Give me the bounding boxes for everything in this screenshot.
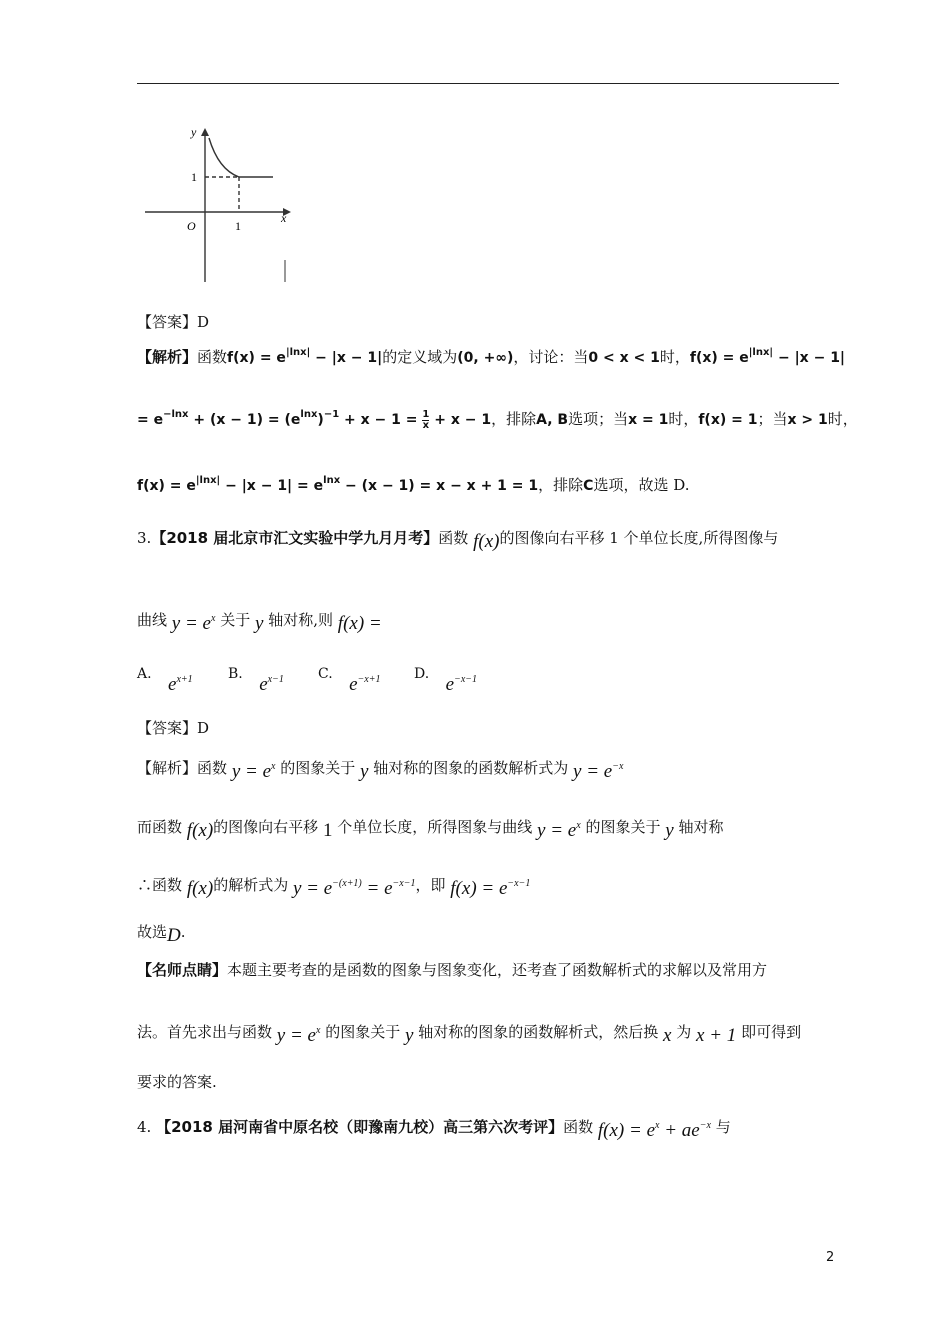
- analysis-2-line-1: [137, 343, 845, 368]
- text: 的定义域为: [382, 348, 458, 366]
- analysis-3-line-4: [137, 922, 186, 946]
- math: $f(x) = e^{|lnx|} - |x - 1|$: [689, 347, 846, 366]
- tips-line-2: [137, 1017, 802, 1046]
- answer-2: [137, 312, 209, 332]
- analysis-3-line-1: [137, 753, 624, 782]
- analysis-3-line-2: [137, 812, 724, 841]
- text: 函数: [563, 1118, 594, 1136]
- math: (0, +∞): [457, 350, 514, 366]
- question-number: 3.: [137, 529, 152, 547]
- math: y: [665, 820, 674, 841]
- text: 与: [715, 1118, 731, 1136]
- tips-line-3: [137, 1072, 217, 1092]
- math: $y = e^x$: [231, 761, 276, 782]
- fraction: $\frac{1}{x}$: [422, 408, 430, 431]
- text: ，即: [415, 876, 446, 894]
- question-source: 【2018 届河南省中原名校（即豫南九校）高三第六次考评】: [156, 1118, 564, 1136]
- text: 本题主要考查的是函数的图象与图象变化，还考查了函数解析式的求解以及常用方: [227, 961, 768, 979]
- analysis-2-line-2: [137, 405, 858, 431]
- math: f(x): [186, 878, 214, 899]
- text: 的图像向右平移: [213, 818, 319, 836]
- text: 函数: [152, 876, 183, 894]
- origin-label: O: [187, 219, 196, 233]
- curve-left: [209, 138, 239, 177]
- math: $y = e^x$: [276, 1025, 321, 1046]
- analysis-label: 【解析】: [137, 348, 198, 366]
- math: $f(x) = e^{|lnx|} - |x - 1|$: [227, 347, 383, 366]
- header-rule: [137, 83, 839, 84]
- text: 的图象关于: [585, 818, 661, 836]
- text: ；当: [757, 410, 788, 428]
- math: x: [663, 1025, 672, 1046]
- text: ，排除: [491, 410, 537, 428]
- math: f(x) = 1: [698, 412, 758, 428]
- math: f(x): [473, 531, 500, 552]
- option-b[interactable]: B. $e^{x-1}$: [228, 666, 284, 695]
- text: ，排除: [538, 476, 584, 494]
- text: 的图像向右平移 1 个单位长度,所得图像与: [499, 529, 779, 547]
- math: f(x): [186, 820, 214, 841]
- math: C: [583, 478, 594, 494]
- x-tick-label: 1: [235, 219, 241, 233]
- y-tick-label: 1: [191, 170, 197, 184]
- text: 的解析式为: [213, 876, 289, 894]
- question-source: 【2018 届北京市汇文实验中学九月月考】: [151, 529, 439, 547]
- question-4-line-1: [137, 1112, 731, 1141]
- answer-value: D: [197, 313, 210, 331]
- math: $y = e^x$: [537, 820, 581, 841]
- therefore-symbol: ∴: [137, 876, 153, 894]
- text: 轴对称的图象的函数解析式为: [373, 759, 569, 777]
- text: .: [180, 923, 186, 941]
- text: 函数: [197, 348, 228, 366]
- text: 函数: [438, 529, 469, 547]
- question-3-line-2: [137, 605, 382, 634]
- text: 要求的答案.: [137, 1073, 217, 1091]
- math: $y = e^x$: [171, 613, 216, 634]
- math: x > 1: [787, 412, 828, 428]
- text: 时，: [827, 410, 858, 428]
- text: 故选: [137, 923, 168, 941]
- text: 法。首先求出与函数: [137, 1023, 273, 1041]
- math: = $e^{-lnx} + (x - 1) = (e^{lnx})^{-1} + x - 1$ = $\frac{1}{x}$ + x − 1: [137, 408, 492, 431]
- text: 时，: [659, 348, 690, 366]
- math: y: [360, 761, 369, 782]
- math: y: [255, 613, 264, 634]
- text: 为: [676, 1023, 692, 1041]
- math: f(x) =: [337, 613, 382, 634]
- text: 轴对称,则: [268, 611, 334, 629]
- math: x + 1: [696, 1025, 737, 1046]
- math: $f(x) = e^{-x-1}$: [450, 878, 531, 899]
- question-3-line-1: [137, 528, 779, 552]
- text: 选项，故选 D.: [593, 476, 690, 494]
- math: $y = e^{-x}$: [573, 761, 624, 782]
- text: 轴对称: [678, 818, 724, 836]
- text: ，讨论：当: [513, 348, 589, 366]
- function-graph: [135, 120, 295, 288]
- text: 个单位长度，所得图象与曲线: [337, 818, 533, 836]
- analysis-label: 【解析】: [137, 759, 198, 777]
- text: 即可得到: [741, 1023, 802, 1041]
- math: y: [405, 1025, 414, 1046]
- text: 的图象关于: [280, 759, 356, 777]
- y-axis-arrow: [201, 128, 209, 136]
- text: 的图象关于: [325, 1023, 401, 1041]
- math: $f(x) = e^x + ae^{-x}$: [597, 1120, 711, 1141]
- option-d[interactable]: D. $e^{-x-1}$: [414, 666, 478, 695]
- math: x = 1: [628, 412, 669, 428]
- math: 1: [322, 820, 333, 841]
- text: 关于: [220, 611, 251, 629]
- answer-value: D: [197, 719, 210, 737]
- question-number: 4.: [137, 1118, 152, 1136]
- option-a[interactable]: A. $e^{x+1}$: [137, 666, 193, 695]
- math: $f(x) = e^{|lnx|} - |x - 1| = e^{lnx} - (x - 1) = x - x + 1 = 1$: [137, 475, 539, 494]
- tips-line-1: [137, 960, 767, 980]
- math: A, B: [536, 412, 569, 428]
- analysis-2-line-3: [137, 471, 689, 496]
- text: 而函数: [137, 818, 183, 836]
- text: 选项；当: [568, 410, 629, 428]
- text: 曲线: [137, 611, 168, 629]
- answer-label: 【答案】: [137, 719, 198, 737]
- x-axis-label: x: [281, 211, 287, 225]
- analysis-3-line-3: [137, 870, 531, 899]
- option-c[interactable]: C. $e^{-x+1}$: [318, 666, 381, 695]
- page-number: 2: [826, 1250, 835, 1265]
- tips-label: 【名师点睛】: [137, 961, 228, 979]
- answer-label: 【答案】: [137, 313, 198, 331]
- math: $y = e^{-(x+1)} = e^{-x-1}$: [292, 878, 416, 899]
- math: D: [167, 925, 181, 946]
- math: 0 < x < 1: [588, 350, 660, 366]
- answer-3: [137, 718, 209, 738]
- y-axis-label: y: [191, 125, 197, 139]
- text: 函数: [197, 759, 228, 777]
- text: 轴对称的图象的函数解析式，然后换: [418, 1023, 659, 1041]
- text: 时，: [668, 410, 699, 428]
